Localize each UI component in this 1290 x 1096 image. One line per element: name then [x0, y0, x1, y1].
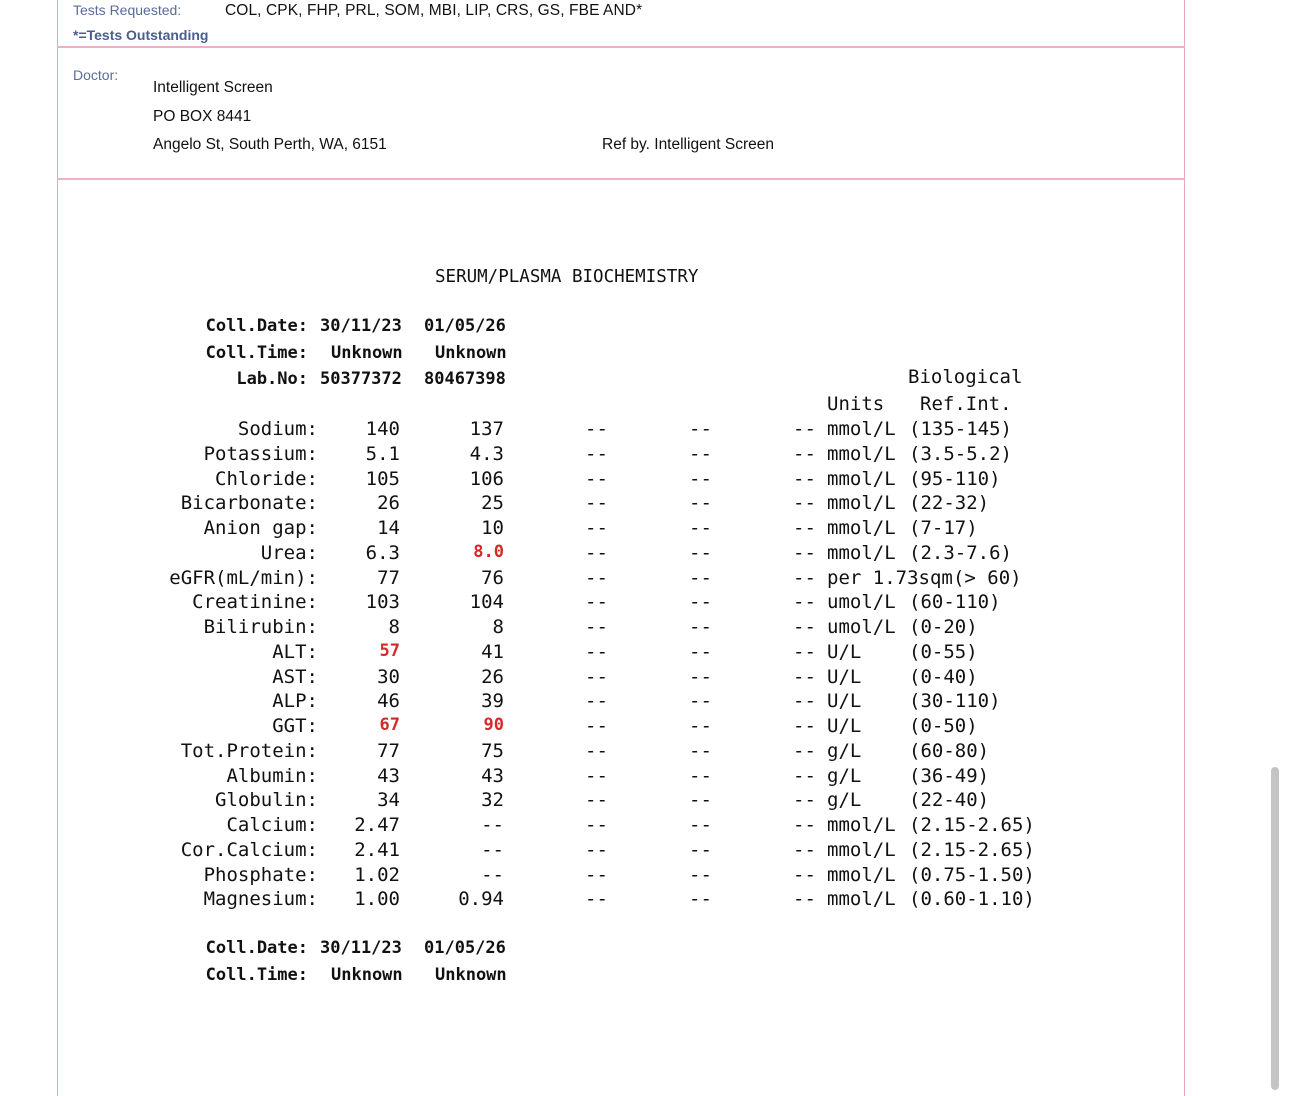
result-value-5: -- [793, 541, 816, 564]
analyte-label: Magnesium: [203, 888, 318, 911]
result-row [0, 888, 1290, 912]
result-unit: mmol/L [827, 517, 896, 539]
analyte-label: ALP: [272, 690, 318, 713]
result-row [0, 789, 1290, 813]
result-value-5: -- [793, 566, 816, 589]
result-row [0, 567, 1290, 591]
result-value-5: -- [793, 690, 816, 713]
result-unit: mmol/L [827, 838, 896, 861]
result-value-1: 105 [365, 467, 400, 490]
result-value-4: -- [689, 690, 712, 713]
result-unit: mmol/L [827, 492, 896, 515]
result-value-2: 43 [481, 764, 504, 787]
result-value-3: -- [585, 888, 608, 911]
result-value-4: -- [689, 591, 712, 614]
tests-requested-label: Tests Requested: [73, 2, 182, 18]
reference-interval: (3.5-5.2) [909, 442, 1012, 465]
result-value-5: -- [793, 665, 816, 688]
result-unit: mmol/L [827, 467, 896, 490]
result-row [0, 765, 1290, 789]
result-value-2: 26 [481, 665, 504, 688]
result-value-1: 6.3 [365, 541, 400, 564]
analyte-label: Bilirubin: [203, 616, 318, 638]
result-value-1: 103 [365, 591, 400, 614]
reference-interval: (0-50) [909, 715, 978, 737]
result-value-1: 26 [377, 492, 400, 515]
result-value-2: 4.3 [469, 442, 504, 465]
result-value-4: -- [689, 566, 712, 589]
analyte-label: Globulin: [215, 789, 318, 812]
result-value-3: -- [585, 418, 608, 440]
result-unit: mmol/L [827, 888, 896, 911]
section-divider-1 [57, 46, 1185, 48]
result-unit: mmol/L [827, 418, 896, 440]
result-row [0, 542, 1290, 566]
result-unit: U/L [827, 690, 862, 713]
doctor-po-box: PO BOX 8441 [153, 108, 252, 125]
result-value-2: 10 [481, 517, 504, 539]
result-value-5: -- [793, 591, 816, 614]
result-unit: g/L [827, 764, 862, 787]
reference-interval: (30-110) [909, 690, 1001, 713]
result-value-5: -- [793, 739, 816, 762]
result-row [0, 641, 1290, 665]
vertical-scrollbar[interactable] [1271, 767, 1279, 1090]
result-value-2: 39 [481, 690, 504, 713]
coll-time-label: Coll.Time: [205, 965, 308, 985]
result-value-5: -- [793, 863, 816, 886]
result-value-3: -- [585, 640, 608, 663]
result-value-2: 32 [481, 789, 504, 812]
result-value-1: 5.1 [365, 442, 400, 465]
result-value-3: -- [585, 764, 608, 787]
result-unit: mmol/L [827, 863, 896, 886]
analyte-label: Creatinine: [192, 591, 318, 614]
result-value-4: -- [689, 888, 712, 911]
referred-by: Ref by. Intelligent Screen [602, 136, 775, 153]
result-value-2: 8.0 [473, 541, 504, 562]
analyte-label: AST: [272, 665, 318, 688]
doctor-name: Intelligent Screen [153, 79, 273, 96]
coll-time-1: Unknown [331, 343, 403, 363]
result-value-5: -- [793, 492, 816, 515]
result-value-5: -- [793, 789, 816, 812]
result-value-1: 1.00 [354, 888, 400, 911]
reference-interval: (2.15-2.65) [909, 838, 1035, 861]
result-value-4: -- [689, 739, 712, 762]
result-row [0, 715, 1290, 739]
result-value-4: -- [689, 764, 712, 787]
result-row [0, 814, 1290, 838]
reference-interval: (2.3-7.6) [909, 541, 1012, 564]
result-value-3: -- [585, 739, 608, 762]
result-value-1: 77 [377, 739, 400, 762]
biological-header: Biological [908, 366, 1023, 388]
result-unit: g/L [827, 739, 862, 762]
result-value-5: -- [793, 838, 816, 861]
doctor-label: Doctor: [73, 67, 119, 83]
coll-time-1: Unknown [331, 965, 403, 985]
reference-interval: (22-40) [909, 789, 990, 812]
analyte-label: Calcium: [226, 814, 318, 836]
analyte-label: ALT: [272, 640, 318, 663]
result-value-4: -- [689, 838, 712, 861]
result-row [0, 839, 1290, 863]
result-value-3: -- [585, 863, 608, 886]
result-value-1: 34 [377, 789, 400, 812]
result-value-1: 43 [377, 764, 400, 787]
result-unit: U/L [827, 665, 862, 688]
reference-interval: (22-32) [909, 492, 990, 515]
report-title: SERUM/PLASMA BIOCHEMISTRY [435, 267, 699, 287]
result-row [0, 418, 1290, 442]
result-value-2: 104 [469, 591, 504, 614]
result-value-1: 57 [379, 640, 400, 661]
section-divider-2 [57, 178, 1185, 180]
result-unit: g/L [827, 789, 862, 812]
analyte-label: GGT: [272, 715, 318, 737]
analyte-label: Sodium: [237, 418, 318, 440]
reference-interval: (135-145) [909, 418, 1012, 440]
result-value-3: -- [585, 566, 608, 589]
result-row [0, 591, 1290, 615]
result-value-2: -- [481, 863, 504, 886]
result-value-4: -- [689, 517, 712, 539]
coll-date-label: Coll.Date: [205, 316, 308, 336]
result-unit: per 1.73sqm [827, 566, 953, 589]
result-value-4: -- [689, 789, 712, 812]
coll-time-2: Unknown [435, 965, 507, 985]
coll-time-2: Unknown [435, 343, 507, 363]
coll-time-label: Coll.Time: [205, 343, 308, 363]
analyte-label: Chloride: [215, 467, 318, 490]
result-value-1: 1.02 [354, 863, 400, 886]
analyte-label: Urea: [260, 541, 318, 564]
reference-interval: (0-55) [909, 640, 978, 663]
reference-interval: (7-17) [909, 517, 978, 539]
coll-date-label: Coll.Date: [205, 938, 308, 958]
result-value-5: -- [793, 814, 816, 836]
result-value-1: 2.47 [354, 814, 400, 836]
analyte-label: Anion gap: [203, 517, 318, 539]
result-value-3: -- [585, 591, 608, 614]
result-value-4: -- [689, 492, 712, 515]
result-value-2: 0.94 [458, 888, 504, 911]
result-value-4: -- [689, 814, 712, 836]
result-value-3: -- [585, 838, 608, 861]
result-row [0, 517, 1290, 541]
result-row [0, 616, 1290, 640]
result-unit: U/L [827, 640, 862, 663]
result-value-3: -- [585, 690, 608, 713]
result-value-3: -- [585, 467, 608, 490]
result-unit: mmol/L [827, 814, 896, 836]
reference-interval: (95-110) [909, 467, 1001, 490]
result-value-3: -- [585, 789, 608, 812]
result-row [0, 666, 1290, 690]
result-value-2: -- [481, 814, 504, 836]
result-value-3: -- [585, 541, 608, 564]
result-row [0, 468, 1290, 492]
result-value-1: 14 [377, 517, 400, 539]
result-value-5: -- [793, 418, 816, 440]
lab-no-1: 50377372 [320, 369, 402, 389]
result-value-3: -- [585, 616, 608, 638]
units-header: Units [827, 393, 885, 415]
result-value-5: -- [793, 442, 816, 465]
reference-interval: (0.60-1.10) [909, 888, 1035, 911]
analyte-label: eGFR(mL/min): [169, 566, 318, 589]
result-value-3: -- [585, 492, 608, 515]
analyte-label: Tot.Protein: [180, 739, 318, 762]
reference-interval: (60-80) [909, 739, 990, 762]
result-value-4: -- [689, 418, 712, 440]
result-value-3: -- [585, 665, 608, 688]
result-value-1: 30 [377, 665, 400, 688]
result-value-5: -- [793, 764, 816, 787]
coll-date-1: 30/11/23 [320, 938, 402, 958]
result-value-3: -- [585, 715, 608, 737]
result-value-4: -- [689, 715, 712, 737]
result-value-2: 106 [469, 467, 504, 490]
analyte-label: Bicarbonate: [180, 492, 318, 515]
result-value-5: -- [793, 616, 816, 638]
result-value-5: -- [793, 467, 816, 490]
analyte-label: Potassium: [203, 442, 318, 465]
result-unit: U/L [827, 715, 862, 737]
result-value-4: -- [689, 442, 712, 465]
reference-interval: (36-49) [909, 764, 990, 787]
result-value-2: -- [481, 838, 504, 861]
result-unit: mmol/L [827, 442, 896, 465]
lab-no-label: Lab.No: [236, 369, 308, 389]
result-value-5: -- [793, 715, 816, 737]
reference-interval: (2.15-2.65) [909, 814, 1035, 836]
result-value-5: -- [793, 888, 816, 911]
coll-date-2: 01/05/26 [424, 938, 506, 958]
ref-int-header: Ref.Int. [920, 393, 1012, 415]
result-value-2: 137 [469, 418, 504, 440]
result-value-2: 25 [481, 492, 504, 515]
reference-interval: (> 60) [952, 566, 1022, 589]
result-value-2: 90 [483, 715, 504, 735]
result-row [0, 443, 1290, 467]
doctor-address: Angelo St, South Perth, WA, 6151 [153, 136, 387, 153]
tests-outstanding-note: *=Tests Outstanding [73, 27, 209, 43]
reference-interval: (0.75-1.50) [909, 863, 1035, 886]
analyte-label: Phosphate: [203, 863, 318, 886]
result-value-2: 76 [481, 566, 504, 589]
analyte-label: Albumin: [226, 764, 318, 787]
result-value-4: -- [689, 467, 712, 490]
result-value-4: -- [689, 616, 712, 638]
result-value-1: 2.41 [354, 838, 400, 861]
result-value-2: 8 [492, 616, 504, 638]
result-value-1: 8 [388, 616, 400, 638]
result-value-4: -- [689, 863, 712, 886]
result-value-1: 67 [379, 715, 400, 735]
result-unit: mmol/L [827, 541, 896, 564]
result-unit: umol/L [827, 616, 896, 638]
result-value-3: -- [585, 442, 608, 465]
result-value-1: 140 [365, 418, 400, 440]
result-value-2: 41 [481, 640, 504, 663]
result-value-4: -- [689, 541, 712, 564]
result-row [0, 690, 1290, 714]
result-value-4: -- [689, 640, 712, 663]
result-value-5: -- [793, 517, 816, 539]
result-row [0, 864, 1290, 888]
coll-date-2: 01/05/26 [424, 316, 506, 336]
lab-no-2: 80467398 [424, 369, 506, 389]
result-value-5: -- [793, 640, 816, 663]
result-value-3: -- [585, 814, 608, 836]
result-row [0, 740, 1290, 764]
result-value-3: -- [585, 517, 608, 539]
result-value-4: -- [689, 665, 712, 688]
coll-date-1: 30/11/23 [320, 316, 402, 336]
result-value-2: 75 [481, 739, 504, 762]
result-row [0, 492, 1290, 516]
result-value-1: 46 [377, 690, 400, 713]
result-value-1: 77 [377, 566, 400, 589]
reference-interval: (0-20) [909, 616, 978, 638]
result-unit: umol/L [827, 591, 896, 614]
reference-interval: (0-40) [909, 665, 978, 688]
analyte-label: Cor.Calcium: [180, 838, 318, 861]
reference-interval: (60-110) [909, 591, 1001, 614]
tests-requested-value: COL, CPK, FHP, PRL, SOM, MBI, LIP, CRS, GS, FBE AND* [225, 2, 643, 19]
